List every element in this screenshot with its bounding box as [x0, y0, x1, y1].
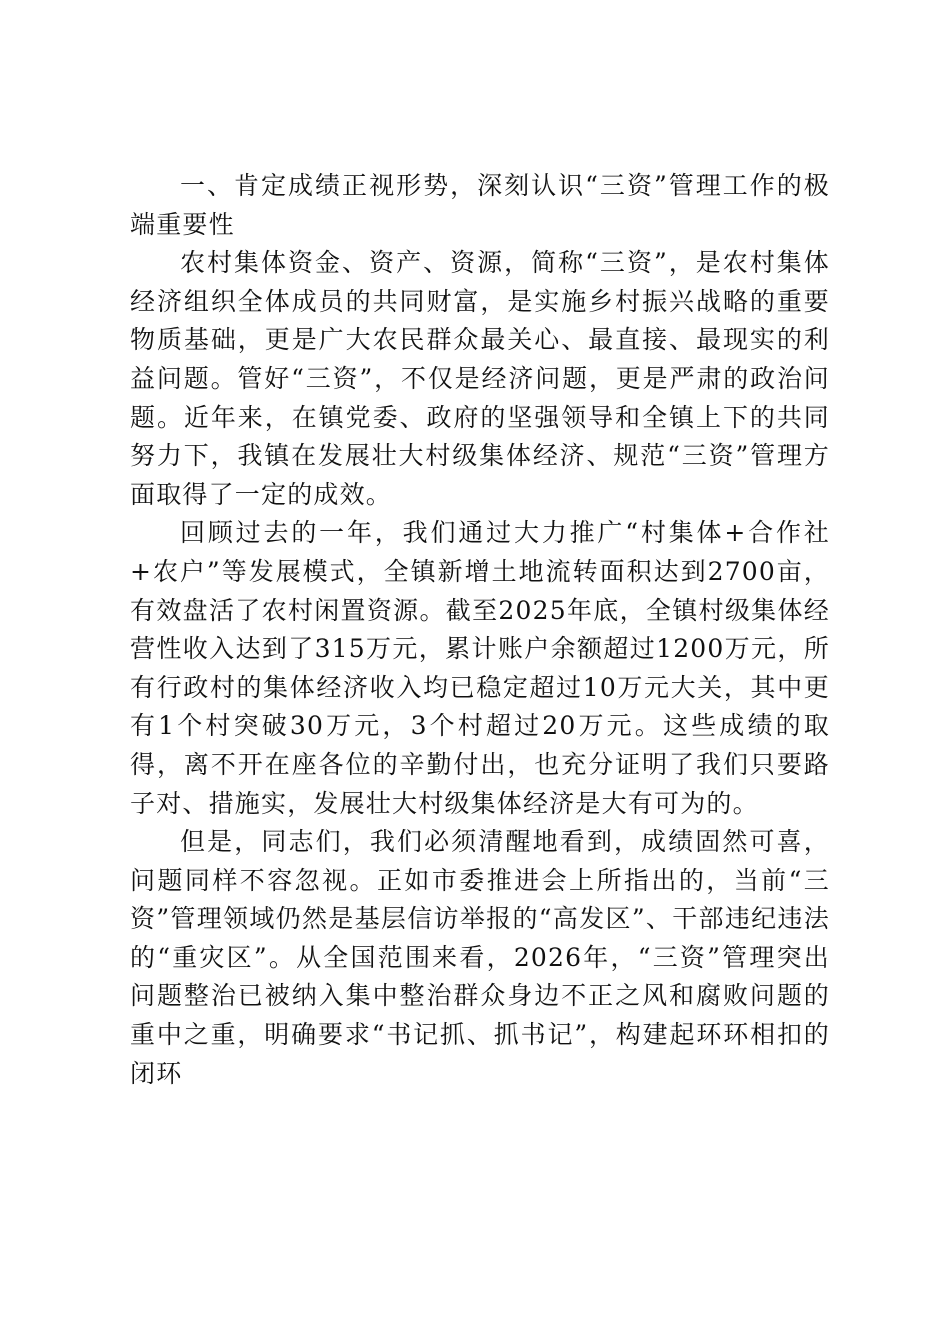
paragraph-3: 但是，同志们，我们必须清醒地看到，成绩固然可喜，问题同样不容忽视。正如市委推进会上所指出的，当前“三资”管理领域仍然是基层信访举报的“高发区”、干部违纪违法的“重灾区”。从全国范围来看，2026年，“三资”管理突出问题整治已被纳入集中整治群众身边不正之风和腐败问题的重中之重，明确要求“书记抓、抓书记”，构建起环环相扣的闭环 — [130, 827, 830, 1088]
document-body — [130, 167, 830, 1093]
paragraph-2: 回顾过去的一年，我们通过大力推广“村集体+合作社+农户”等发展模式，全镇新增土地流转面积达到2700亩，有效盘活了农村闲置资源。截至2025年底，全镇村级集体经营性收入达到了315万元，累计账户余额超过1200万元，所有行政村的集体经济收入均已稳定超过10万元大关，其中更有1个村突破30万元，3个村超过20万元。这些成绩的取得，离不开在座各位的辛勤付出，也充分证明了我们只要路子对、措施实，发展壮大村级集体经济是大有可为的。 — [130, 518, 830, 818]
section-heading: 一、肯定成绩正视形势，深刻认识“三资”管理工作的极端重要性 — [130, 171, 830, 239]
paragraph-1: 农村集体资金、资产、资源，简称“三资”，是农村集体经济组织全体成员的共同财富，是实施乡村振兴战略的重要物质基础，更是广大农民群众最关心、最直接、最现实的利益问题。管好“三资”，不仅是经济问题，更是严肃的政治问题。近年来，在镇党委、政府的坚强领导和全镇上下的共同努力下，我镇在发展壮大村级集体经济、规范“三资”管理方面取得了一定的成效。 — [130, 248, 830, 509]
